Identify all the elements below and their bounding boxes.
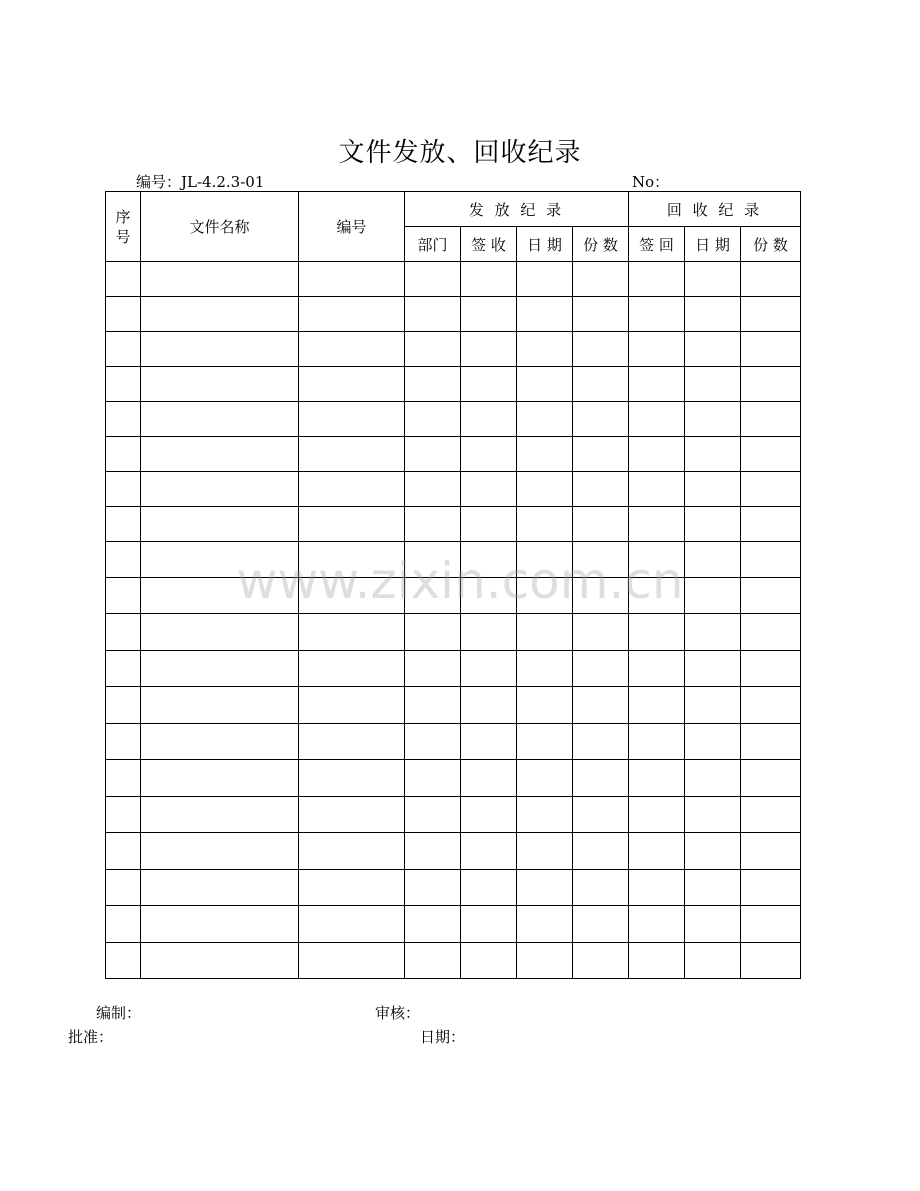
table-cell[interactable] [299, 797, 405, 833]
table-cell[interactable] [573, 651, 629, 687]
table-cell[interactable] [629, 906, 685, 943]
table-cell[interactable] [573, 943, 629, 979]
table-cell[interactable] [517, 402, 573, 437]
table-cell[interactable] [405, 651, 461, 687]
table-cell[interactable] [517, 367, 573, 402]
table-cell[interactable] [629, 472, 685, 507]
table-cell[interactable] [106, 760, 141, 797]
table-cell[interactable] [517, 760, 573, 797]
table-cell[interactable] [685, 332, 741, 367]
table-cell[interactable] [741, 833, 801, 870]
table-row [106, 578, 801, 614]
table-cell[interactable] [741, 367, 801, 402]
table-cell[interactable] [685, 833, 741, 870]
table-cell[interactable] [141, 578, 299, 614]
table-cell[interactable] [573, 507, 629, 542]
table-cell[interactable] [141, 870, 299, 906]
page-title: 文件发放、回收纪录 [338, 138, 582, 168]
table-cell[interactable] [299, 472, 405, 507]
table-cell[interactable] [106, 687, 141, 724]
table-cell[interactable] [141, 651, 299, 687]
table-row [106, 332, 801, 367]
seq-header-top: 序 [115, 207, 131, 226]
table-cell[interactable] [461, 724, 517, 760]
table-cell[interactable] [741, 297, 801, 332]
table-cell[interactable] [517, 724, 573, 760]
table-cell[interactable] [106, 542, 141, 578]
table-cell[interactable] [517, 833, 573, 870]
table-cell[interactable] [461, 687, 517, 724]
table-cell[interactable] [461, 437, 517, 472]
table-cell[interactable] [629, 578, 685, 614]
table-cell[interactable] [573, 760, 629, 797]
recall-copies-header: 份 数 [741, 227, 801, 262]
record-table [105, 191, 801, 979]
table-cell[interactable] [461, 402, 517, 437]
table-cell[interactable] [405, 367, 461, 402]
table-cell[interactable] [299, 507, 405, 542]
number-header: 编号 [299, 192, 405, 262]
table-cell[interactable] [106, 797, 141, 833]
table-cell[interactable] [106, 472, 141, 507]
table-cell[interactable] [106, 724, 141, 760]
table-row [106, 297, 801, 332]
table-cell[interactable] [517, 870, 573, 906]
table-cell[interactable] [629, 614, 685, 651]
table-cell[interactable] [629, 943, 685, 979]
table-cell[interactable] [517, 542, 573, 578]
table-cell[interactable] [405, 760, 461, 797]
table-cell[interactable] [141, 687, 299, 724]
table-cell[interactable] [461, 578, 517, 614]
table-cell[interactable] [629, 651, 685, 687]
table-cell[interactable] [461, 906, 517, 943]
table-cell[interactable] [629, 367, 685, 402]
table-cell[interactable] [685, 797, 741, 833]
table-cell[interactable] [741, 614, 801, 651]
table-cell[interactable] [141, 797, 299, 833]
table-cell[interactable] [141, 542, 299, 578]
table-cell[interactable] [141, 943, 299, 979]
table-cell[interactable] [629, 797, 685, 833]
document-number: 编号：JL-4.2.3-01 [136, 173, 265, 191]
table-row [106, 687, 801, 724]
table-cell[interactable] [573, 578, 629, 614]
table-cell[interactable] [461, 367, 517, 402]
table-cell[interactable] [461, 833, 517, 870]
table-cell[interactable] [741, 797, 801, 833]
table-cell[interactable] [629, 262, 685, 297]
table-cell[interactable] [106, 578, 141, 614]
table-cell[interactable] [141, 332, 299, 367]
table-cell[interactable] [573, 437, 629, 472]
recall-date-header: 日 期 [685, 227, 741, 262]
table-row [106, 870, 801, 906]
table-cell[interactable] [573, 262, 629, 297]
table-cell[interactable] [461, 472, 517, 507]
table-cell[interactable] [299, 651, 405, 687]
table-cell[interactable] [141, 906, 299, 943]
table-cell[interactable] [299, 760, 405, 797]
table-cell[interactable] [461, 332, 517, 367]
table-cell[interactable] [517, 943, 573, 979]
table-cell[interactable] [299, 833, 405, 870]
table-row [106, 797, 801, 833]
table-cell[interactable] [299, 724, 405, 760]
table-cell[interactable] [573, 367, 629, 402]
table-cell[interactable] [461, 614, 517, 651]
table-cell[interactable] [573, 332, 629, 367]
recall-sign-header: 签 回 [629, 227, 685, 262]
table-cell[interactable] [573, 542, 629, 578]
table-cell[interactable] [629, 297, 685, 332]
table-cell[interactable] [299, 262, 405, 297]
recall-record-header: 回 收 纪 录 [629, 192, 801, 227]
table-cell[interactable] [629, 542, 685, 578]
table-cell[interactable] [405, 906, 461, 943]
table-cell[interactable] [106, 402, 141, 437]
table-cell[interactable] [106, 651, 141, 687]
table-cell[interactable] [573, 614, 629, 651]
table-cell[interactable] [573, 797, 629, 833]
table-cell[interactable] [106, 943, 141, 979]
table-row [106, 943, 801, 979]
table-cell[interactable] [741, 542, 801, 578]
seq-header [106, 192, 141, 262]
table-cell[interactable] [141, 367, 299, 402]
table-cell[interactable] [573, 724, 629, 760]
table-row [106, 542, 801, 578]
table-cell[interactable] [141, 402, 299, 437]
table-cell[interactable] [405, 472, 461, 507]
table-cell[interactable] [141, 472, 299, 507]
table-cell[interactable] [299, 297, 405, 332]
table-cell[interactable] [461, 542, 517, 578]
table-cell[interactable] [741, 651, 801, 687]
table-cell[interactable] [629, 870, 685, 906]
table-cell[interactable] [517, 297, 573, 332]
table-cell[interactable] [461, 943, 517, 979]
table-cell[interactable] [141, 614, 299, 651]
table-cell[interactable] [106, 437, 141, 472]
issue-copies-header: 份 数 [573, 227, 629, 262]
table-cell[interactable] [741, 507, 801, 542]
table-row [106, 262, 801, 297]
table-cell[interactable] [573, 297, 629, 332]
table-cell[interactable] [299, 614, 405, 651]
table-row [106, 760, 801, 797]
table-cell[interactable] [405, 262, 461, 297]
table-cell[interactable] [741, 906, 801, 943]
issue-record-header: 发 放 纪 录 [405, 192, 629, 227]
table-cell[interactable] [299, 402, 405, 437]
table-cell[interactable] [741, 437, 801, 472]
record-body [106, 262, 801, 979]
table-cell[interactable] [517, 437, 573, 472]
table-cell[interactable] [685, 614, 741, 651]
table-cell[interactable] [405, 542, 461, 578]
table-cell[interactable] [629, 332, 685, 367]
table-cell[interactable] [517, 614, 573, 651]
issue-dept-header: 部门 [405, 227, 461, 262]
table-row [106, 507, 801, 542]
table-cell[interactable] [517, 332, 573, 367]
table-cell[interactable] [573, 833, 629, 870]
table-cell[interactable] [573, 402, 629, 437]
watermark: www.zixin.com.cn [236, 552, 684, 610]
table-cell[interactable] [573, 687, 629, 724]
table-cell[interactable] [741, 472, 801, 507]
table-cell[interactable] [741, 332, 801, 367]
issue-date-header: 日 期 [517, 227, 573, 262]
table-cell[interactable] [106, 614, 141, 651]
table-cell[interactable] [106, 297, 141, 332]
table-cell[interactable] [517, 906, 573, 943]
table-cell[interactable] [629, 724, 685, 760]
table-cell[interactable] [629, 760, 685, 797]
table-cell[interactable] [106, 262, 141, 297]
table-cell[interactable] [517, 651, 573, 687]
table-cell[interactable] [299, 542, 405, 578]
table-cell[interactable] [299, 578, 405, 614]
table-cell[interactable] [461, 297, 517, 332]
table-row [106, 651, 801, 687]
table-cell[interactable] [106, 833, 141, 870]
table-cell[interactable] [517, 578, 573, 614]
table-cell[interactable] [685, 472, 741, 507]
table-cell[interactable] [405, 943, 461, 979]
table-cell[interactable] [141, 262, 299, 297]
table-cell[interactable] [685, 402, 741, 437]
reviewed-by-label: 审核： [375, 1004, 421, 1022]
approved-by-label: 批准： [68, 1028, 114, 1046]
table-cell[interactable] [461, 870, 517, 906]
table-cell[interactable] [685, 507, 741, 542]
table-cell[interactable] [405, 870, 461, 906]
table-cell[interactable] [461, 760, 517, 797]
table-cell[interactable] [299, 943, 405, 979]
table-cell[interactable] [405, 332, 461, 367]
table-row [106, 906, 801, 943]
table-cell[interactable] [461, 507, 517, 542]
table-cell[interactable] [461, 651, 517, 687]
table-cell[interactable] [517, 797, 573, 833]
serial-no-label: No： [632, 173, 670, 191]
table-cell[interactable] [741, 870, 801, 906]
table-cell[interactable] [629, 437, 685, 472]
table-cell[interactable] [106, 332, 141, 367]
table-cell[interactable] [685, 760, 741, 797]
table-cell[interactable] [741, 687, 801, 724]
table-cell[interactable] [685, 437, 741, 472]
table-cell[interactable] [299, 687, 405, 724]
table-cell[interactable] [405, 578, 461, 614]
table-cell[interactable] [629, 687, 685, 724]
table-cell[interactable] [741, 943, 801, 979]
table-cell[interactable] [629, 402, 685, 437]
table-cell[interactable] [141, 507, 299, 542]
table-cell[interactable] [405, 507, 461, 542]
table-cell[interactable] [299, 906, 405, 943]
table-cell[interactable] [141, 760, 299, 797]
table-cell[interactable] [573, 870, 629, 906]
table-row [106, 833, 801, 870]
table-cell[interactable] [106, 367, 141, 402]
table-cell[interactable] [685, 943, 741, 979]
table-cell[interactable] [573, 906, 629, 943]
table-cell[interactable] [461, 262, 517, 297]
table-cell[interactable] [685, 687, 741, 724]
date-label: 日期： [420, 1028, 466, 1046]
table-cell[interactable] [685, 578, 741, 614]
table-cell[interactable] [299, 332, 405, 367]
table-cell[interactable] [405, 833, 461, 870]
table-cell[interactable] [141, 724, 299, 760]
seq-header-bottom: 号 [115, 227, 131, 246]
table-cell[interactable] [685, 906, 741, 943]
table-cell[interactable] [685, 542, 741, 578]
table-cell[interactable] [685, 651, 741, 687]
table-row [106, 614, 801, 651]
table-cell[interactable] [299, 367, 405, 402]
table-cell[interactable] [299, 870, 405, 906]
table-cell[interactable] [517, 472, 573, 507]
table-cell[interactable] [741, 578, 801, 614]
table-cell[interactable] [405, 297, 461, 332]
table-cell[interactable] [405, 687, 461, 724]
table-row [106, 472, 801, 507]
file-name-header: 文件名称 [141, 192, 299, 262]
table-cell[interactable] [517, 262, 573, 297]
table-cell[interactable] [461, 797, 517, 833]
table-cell[interactable] [741, 262, 801, 297]
table-cell[interactable] [299, 437, 405, 472]
table-cell[interactable] [405, 797, 461, 833]
table-cell[interactable] [741, 760, 801, 797]
table-cell[interactable] [629, 507, 685, 542]
table-row [106, 437, 801, 472]
table-cell[interactable] [106, 906, 141, 943]
table-cell[interactable] [629, 833, 685, 870]
table-cell[interactable] [517, 687, 573, 724]
table-cell[interactable] [517, 507, 573, 542]
table-cell[interactable] [405, 437, 461, 472]
table-cell[interactable] [141, 833, 299, 870]
table-cell[interactable] [685, 870, 741, 906]
table-row [106, 402, 801, 437]
table-cell[interactable] [685, 724, 741, 760]
prepared-by-label: 编制： [96, 1004, 142, 1022]
table-cell[interactable] [405, 724, 461, 760]
table-cell[interactable] [405, 614, 461, 651]
table-cell[interactable] [405, 402, 461, 437]
table-cell[interactable] [685, 262, 741, 297]
table-row [106, 724, 801, 760]
table-cell[interactable] [141, 437, 299, 472]
table-cell[interactable] [685, 367, 741, 402]
issue-sign-header: 签 收 [461, 227, 517, 262]
table-cell[interactable] [573, 472, 629, 507]
table-cell[interactable] [106, 870, 141, 906]
table-cell[interactable] [741, 402, 801, 437]
table-cell[interactable] [106, 507, 141, 542]
table-cell[interactable] [685, 297, 741, 332]
table-row [106, 367, 801, 402]
table-cell[interactable] [741, 724, 801, 760]
table-cell[interactable] [141, 297, 299, 332]
